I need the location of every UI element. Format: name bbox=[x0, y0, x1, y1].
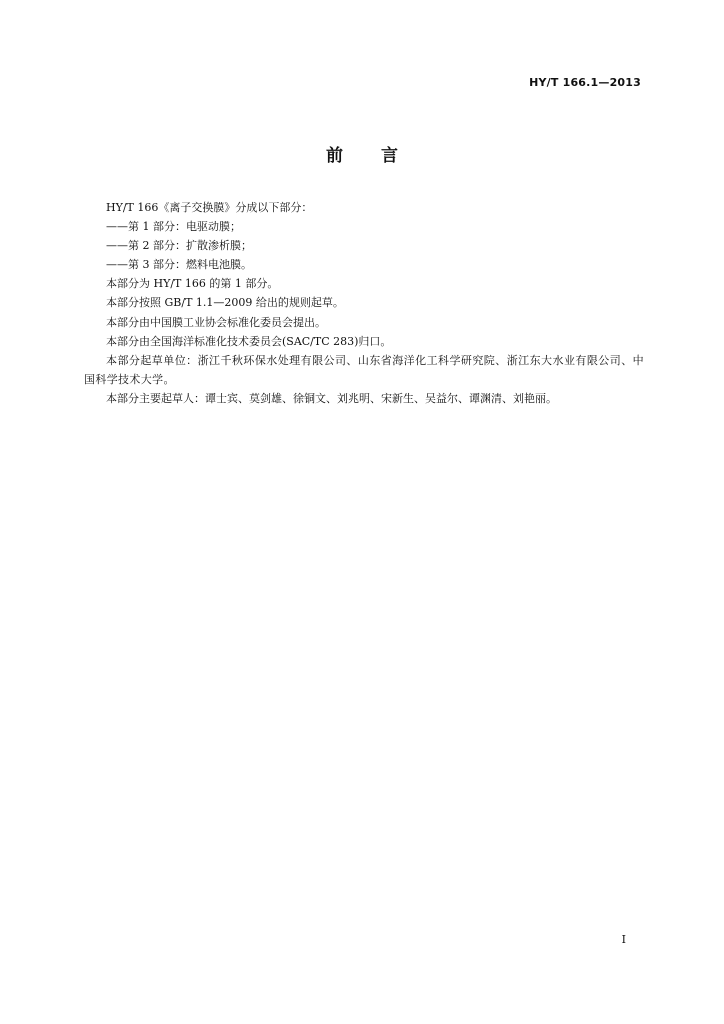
paragraph-drafting-rules: 本部分按照 GB/T 1.1—2009 给出的规则起草。 bbox=[106, 296, 344, 310]
paragraph-part-3: ——第 3 部分：燃料电池膜。 bbox=[106, 258, 252, 272]
paragraph-part-2: ——第 2 部分：扩散渗析膜； bbox=[106, 239, 252, 253]
paragraph-drafters: 本部分主要起草人：谭士宾、莫剑雄、徐铜文、刘兆明、宋新生、吴益尔、谭渊清、刘艳丽。 bbox=[106, 391, 557, 405]
paragraph-administrator: 本部分由全国海洋标准化技术委员会(SAC/TC 283)归口。 bbox=[106, 334, 392, 348]
paragraph-this-part: 本部分为 HY/T 166 的第 1 部分。 bbox=[106, 277, 279, 291]
page-number: I bbox=[621, 933, 626, 946]
paragraph-proposer: 本部分由中国膜工业协会标准化委员会提出。 bbox=[106, 315, 326, 329]
paragraph-part-1: ——第 1 部分：电驱动膜； bbox=[106, 220, 241, 234]
standard-number: HY/T 166.1—2013 bbox=[529, 76, 641, 89]
paragraph-drafting-units: 本部分起草单位：浙江千秋环保水处理有限公司、山东省海洋化工科学研究院、浙江东大水业有限公司、中国科学技术大学。 bbox=[84, 353, 644, 386]
page-title: 前言 bbox=[326, 146, 436, 166]
paragraph-parts-intro: HY/T 166《离子交换膜》分成以下部分： bbox=[106, 201, 313, 214]
preface-body bbox=[84, 198, 644, 408]
